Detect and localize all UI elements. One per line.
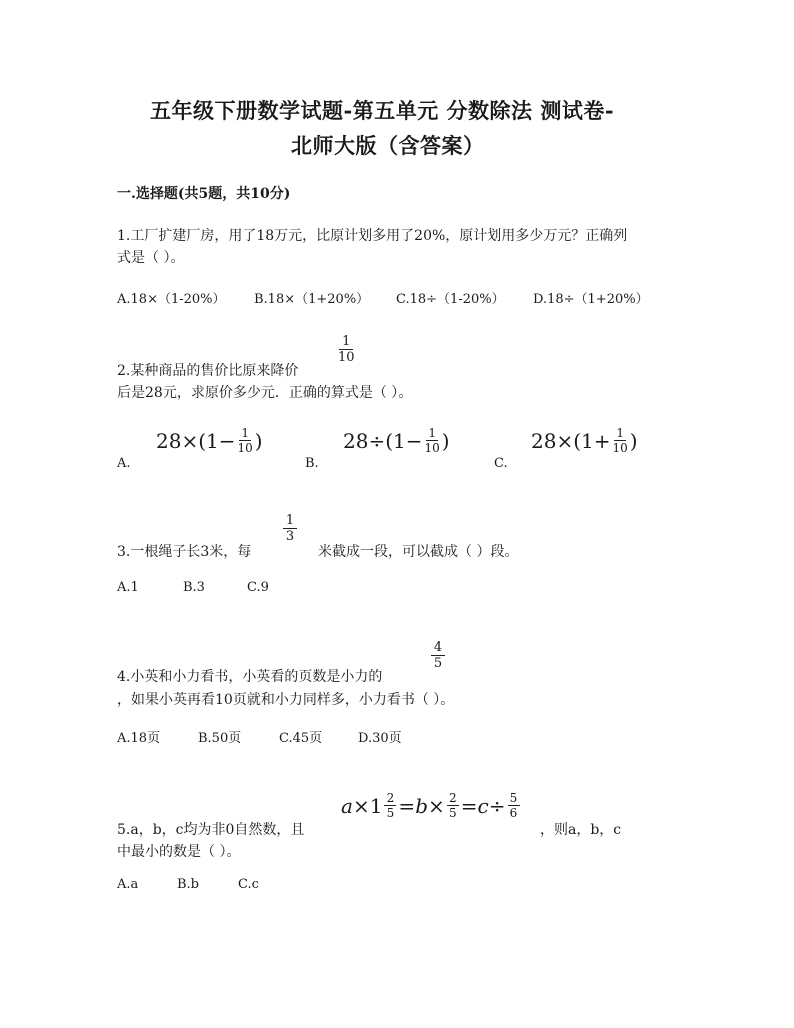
q3-text-part-1: 3.一根绳子长3米，每 bbox=[117, 544, 252, 560]
q5-option-a: A.a bbox=[117, 877, 139, 892]
op-times-one: ×1 bbox=[352, 793, 383, 818]
q1-option-b: B.18×（1+20%） bbox=[254, 292, 370, 307]
q4-fraction-numerator: 4 bbox=[433, 640, 443, 655]
q5-text-line-2: 中最小的数是（ ）。 bbox=[117, 844, 241, 860]
op-equals: = bbox=[398, 793, 416, 818]
q2-fraction-denominator: 10 bbox=[338, 350, 355, 365]
op-times: × bbox=[428, 793, 445, 818]
expr-fraction-denominator: 10 bbox=[237, 441, 253, 455]
expr-fraction bbox=[238, 426, 253, 455]
q2-option-a-label: A. bbox=[117, 456, 131, 471]
q2-option-b-label: B. bbox=[305, 456, 319, 471]
q5-option-b: B.b bbox=[177, 877, 200, 892]
fraction-two-fifths bbox=[384, 791, 396, 820]
expr-fraction-numerator: 1 bbox=[616, 426, 624, 440]
q1-option-c: C.18÷（1-20%） bbox=[396, 292, 505, 307]
title-line-1: 五年级下册数学试题-第五单元 分数除法 测试卷- bbox=[150, 98, 615, 123]
q3-option-a: A.1 bbox=[117, 580, 139, 595]
q2-text-line-1: 2.某种商品的售价比原来降价 bbox=[117, 363, 299, 379]
q3-fraction-denominator: 3 bbox=[285, 529, 295, 544]
q3-fraction bbox=[283, 513, 297, 544]
var-a: a bbox=[341, 793, 353, 818]
q2-option-c-expression bbox=[531, 426, 638, 455]
expr-tail: ) bbox=[629, 428, 638, 453]
q2-text-line-2: 后是28元，求原价多少元．正确的算式是（ ）。 bbox=[117, 385, 413, 401]
expr-fraction-denominator: 10 bbox=[612, 441, 628, 455]
fraction-two-fifths bbox=[447, 791, 459, 820]
denominator: 6 bbox=[509, 806, 518, 820]
section-heading: 一.选择题(共5题，共10分) bbox=[117, 186, 291, 202]
q4-option-b: B.50页 bbox=[198, 731, 242, 746]
var-c: c bbox=[477, 793, 489, 818]
q2-option-a-expression bbox=[156, 426, 263, 455]
q1-text-line-2: 式是（ ）。 bbox=[117, 250, 185, 266]
q4-text-line-1: 4.小英和小力看书，小英看的页数是小力的 bbox=[117, 669, 383, 685]
q4-option-a: A.18页 bbox=[117, 731, 161, 746]
expr-lead: 28×(1− bbox=[156, 428, 236, 453]
numerator: 2 bbox=[386, 791, 395, 805]
q5-text-part-1: 5.a，b，c均为非0自然数，且 bbox=[117, 822, 305, 838]
q2-fraction-numerator: 1 bbox=[342, 334, 351, 349]
title-line-2: 北师大版（含答案） bbox=[291, 133, 485, 158]
expr-lead: 28÷(1− bbox=[343, 428, 423, 453]
q4-text-line-2: ，如果小英再看10页就和小力同样多，小力看书（ ）。 bbox=[117, 692, 455, 708]
q5-option-c: C.c bbox=[238, 877, 259, 892]
var-b: b bbox=[415, 793, 428, 818]
q4-option-c: C.45页 bbox=[279, 731, 323, 746]
expr-fraction-numerator: 1 bbox=[428, 426, 436, 440]
denominator: 5 bbox=[386, 806, 395, 820]
numerator: 5 bbox=[509, 791, 518, 805]
op-equals: = bbox=[460, 793, 478, 818]
q3-option-b: B.3 bbox=[183, 580, 205, 595]
q2-fraction bbox=[338, 334, 355, 365]
q1-text-line-1: 1.工厂扩建厂房，用了18万元，比原计划多用了20%，原计划用多少万元？正确列 bbox=[117, 228, 628, 244]
expr-fraction-denominator: 10 bbox=[424, 441, 440, 455]
fraction-five-sixths bbox=[508, 791, 520, 820]
q4-fraction-denominator: 5 bbox=[433, 656, 443, 671]
q2-option-c-label: C. bbox=[494, 456, 508, 471]
q3-fraction-numerator: 1 bbox=[285, 513, 295, 528]
q1-option-d: D.18÷（1+20%） bbox=[533, 292, 649, 307]
q4-option-d: D.30页 bbox=[358, 731, 402, 746]
expr-fraction-numerator: 1 bbox=[241, 426, 249, 440]
q3-option-c: C.9 bbox=[247, 580, 269, 595]
q2-option-b-expression bbox=[343, 426, 450, 455]
denominator: 5 bbox=[448, 806, 457, 820]
expr-fraction bbox=[613, 426, 628, 455]
expr-tail: ) bbox=[441, 428, 450, 453]
expr-fraction bbox=[425, 426, 440, 455]
q4-fraction bbox=[431, 640, 445, 671]
q5-equation bbox=[341, 791, 522, 820]
q1-option-a: A.18×（1-20%） bbox=[117, 292, 226, 307]
expr-lead: 28×(1+ bbox=[531, 428, 611, 453]
op-divide: ÷ bbox=[488, 793, 506, 818]
numerator: 2 bbox=[448, 791, 457, 805]
expr-tail: ) bbox=[254, 428, 263, 453]
q5-text-part-2: ，则a，b，c bbox=[540, 822, 622, 838]
q3-text-part-2: 米截成一段，可以截成（ ）段。 bbox=[318, 544, 519, 560]
